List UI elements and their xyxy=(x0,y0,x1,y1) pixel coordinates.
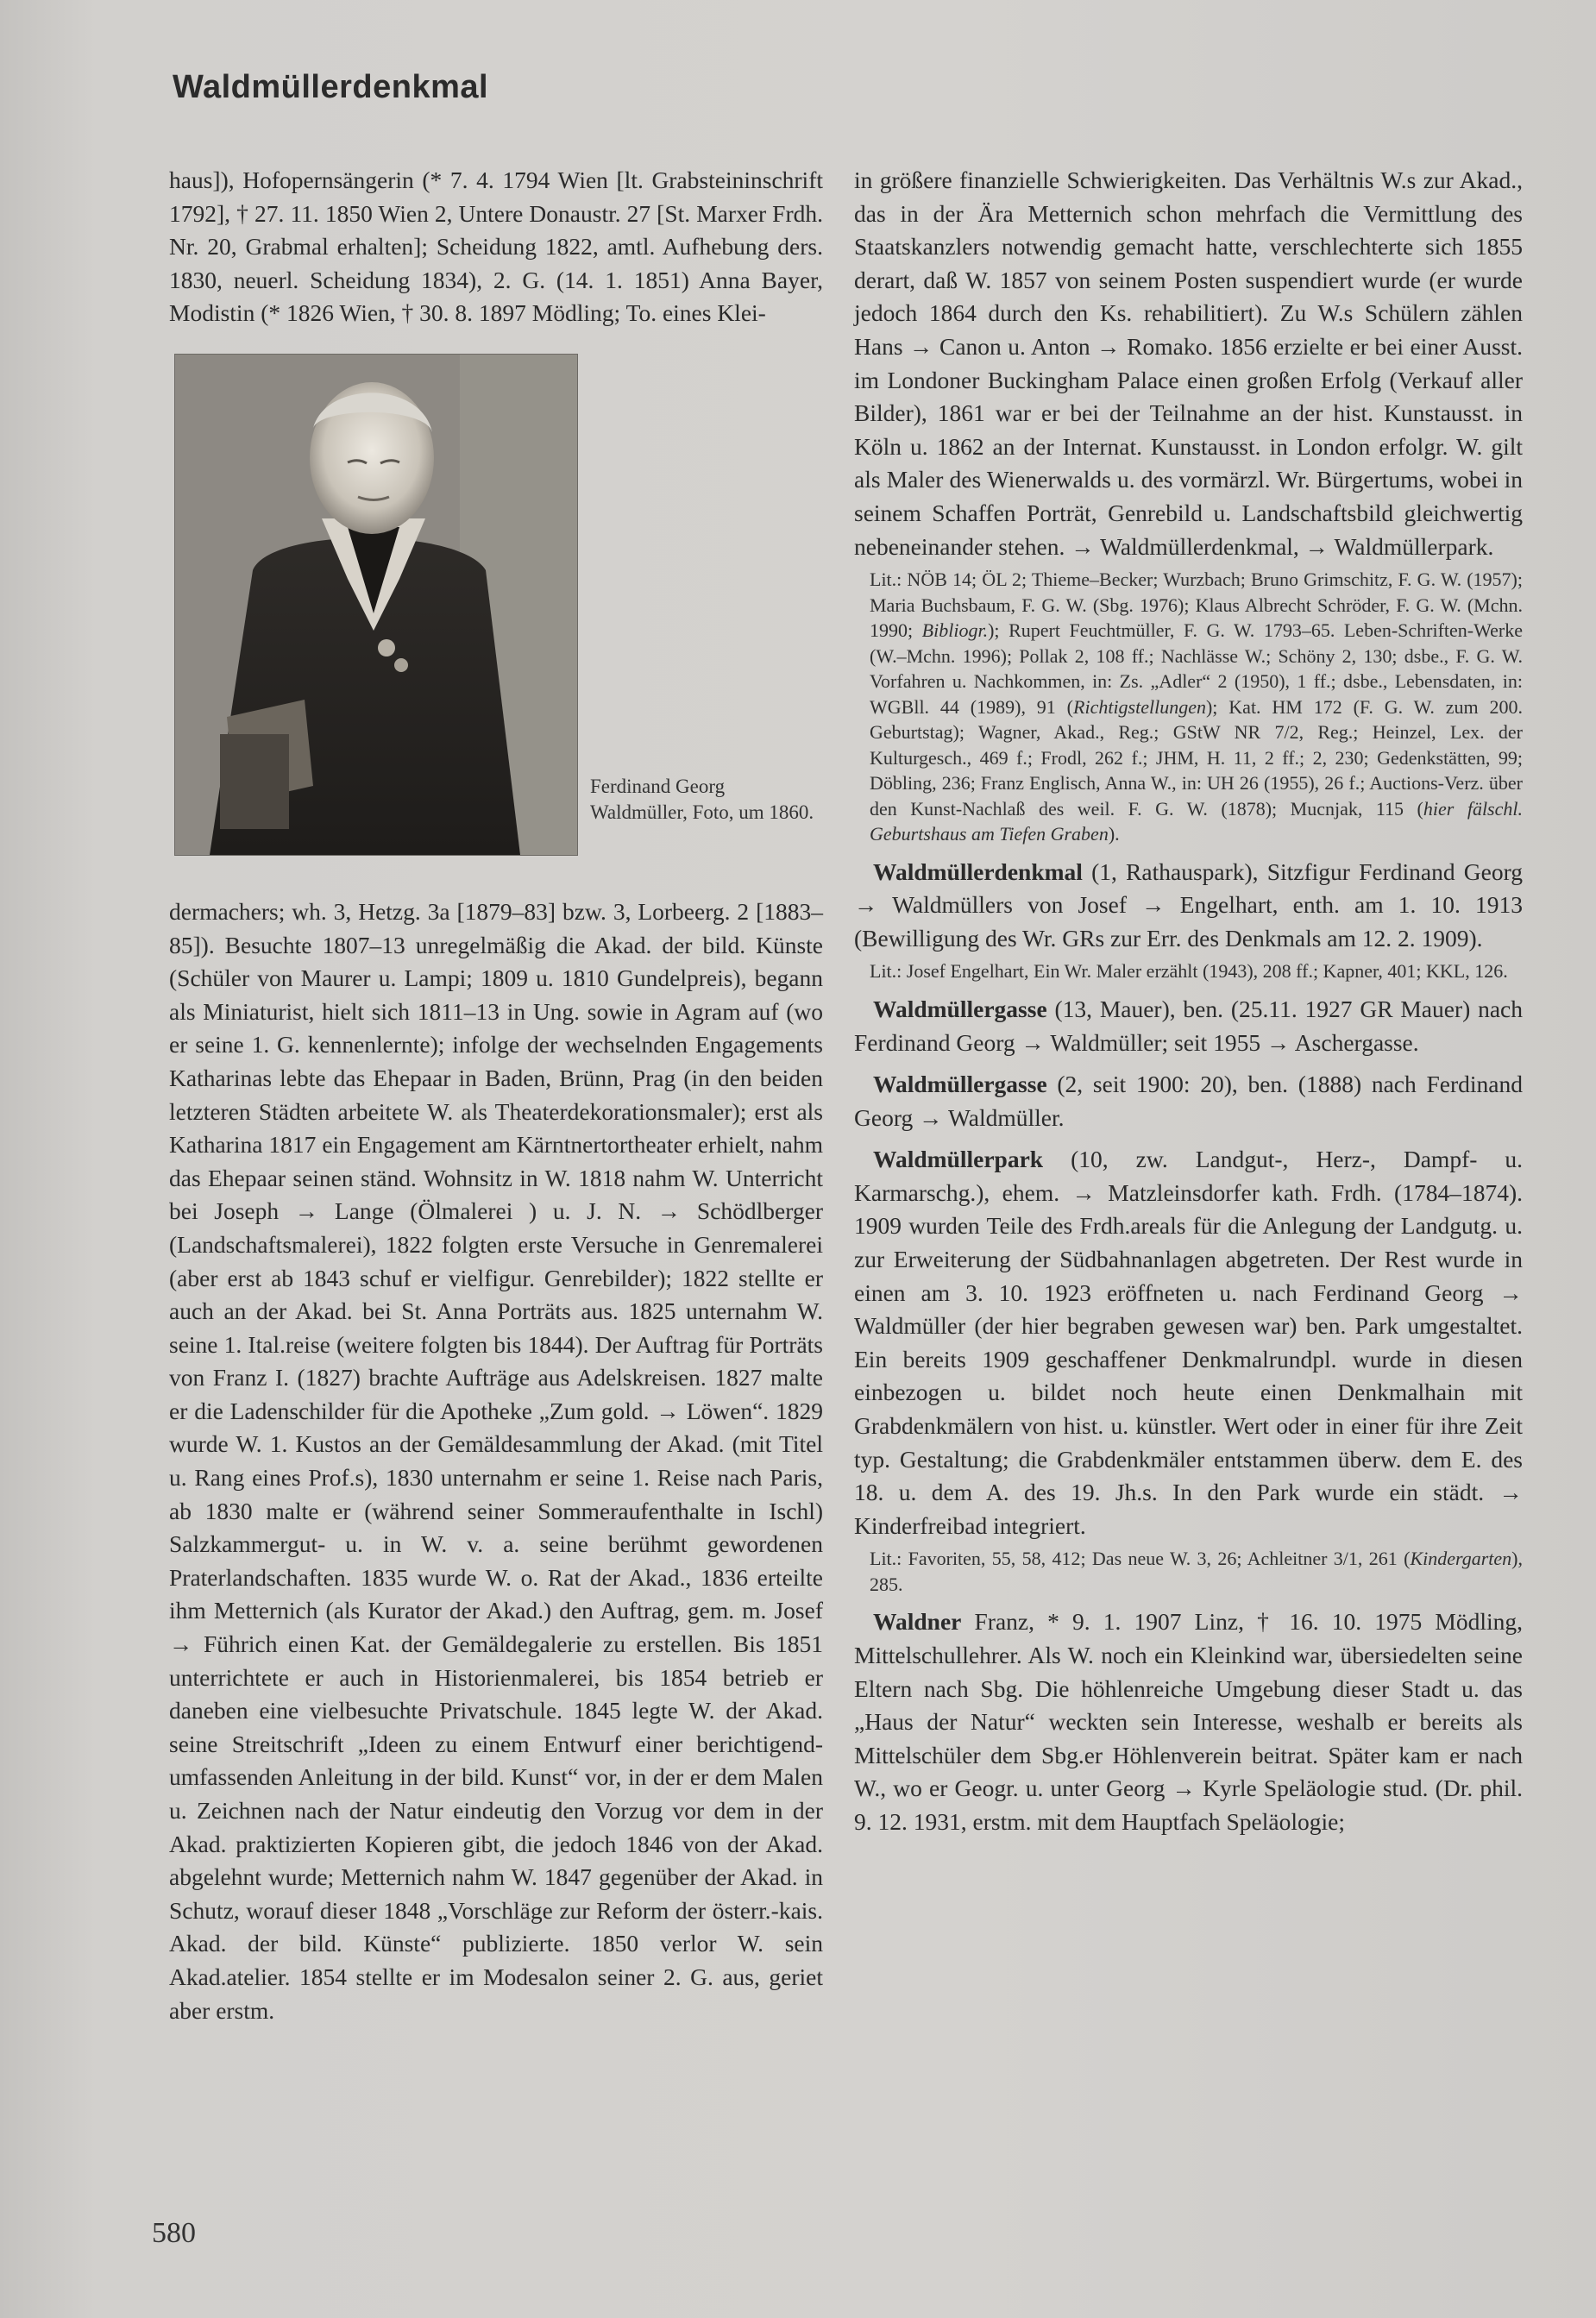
intro-paragraph: haus]), Hofopernsängerin (* 7. 4. 1794 Wien [lt. Grabsteininschrift 1792], † 27. 11. 1850 Wien 2, Untere Donaustr. 27 [St. Marxer Frdh. Nr. 20, Grabmal erhalten]; Scheidung 1822, amtl. Aufhebung ders. 1830, neuerl. Scheidung 1834), 2. G. (14. 1. 1851) Anna Bayer, Modistin (* 1826 Wien, † 30. 8. 1897 Mödling; To. eines Klei- xyxy=(169,166,823,327)
right-column xyxy=(854,164,1523,1839)
entry-text: (2, seit 1900: 20), ben. (1888) nach Ferdinand Georg → Waldmüller. xyxy=(854,1071,1523,1131)
entry-headword: Waldner xyxy=(873,1608,962,1636)
page-number: 580 xyxy=(152,2217,196,2249)
portrait-photo xyxy=(174,354,578,856)
lit-italic: Richtigstellungen xyxy=(1073,695,1206,718)
entry-waldmuellerpark xyxy=(854,1143,1523,1542)
entry-waldmuellerdenkmal xyxy=(854,856,1523,956)
lit-text: ); Kat. HM 172 (F. G. W. zum 200. Geburtstag); Wagner, Akad., Reg.; GStW NR 7/2, Reg.; Heinzel, Lex. der Kulturgesch., 469 f.; Frodl, 262 f.; JHM, H. 11, 2 ff.; 2, 230; Gedenkstätten, 99; Döbling, 236; Franz Englisch, Anna W., in: UH 26 (1955), 26 f.; Auctions-Verz. über den Kunst-Nachlaß des weil. F. G. W. (1878); Mucnjak, 115 ( xyxy=(870,695,1523,820)
entry-text: (1, Rathauspark), Sitzfigur Ferdinand Georg → Waldmüllers von Josef → Engelhart, enth. am 1. 10. 1913 (Bewilligung des Wr. GRs zur Err. des Denkmals am 12. 2. 1909). xyxy=(854,857,1523,952)
portrait-illustration xyxy=(175,355,577,855)
lit-italic: Bibliogr. xyxy=(921,619,989,642)
entry-text: (10, zw. Landgut-, Herz-, Dampf- u. Karmarschg.), ehem. → Matzleinsdorfer kath. Frdh. (1784–1874). 1909 wurden Teile des Frdh.areals für die Anlegung der Landgutg. u. zur Erweiterung der Südbahnanlagen abgetreten. Der Rest wurde in einen am 3. 10. 1923 eröffneten u. nach Ferdinand Georg → Waldmüller (der hier begraben gewesen war) ben. Park umgestaltet. Ein bereits 1909 geschaffener Denkmalrundpl. wurde in diesen einbezogen u. bildet noch heute einen Denkmalhain mit Grabdenkmälern von hist. u. künstler. Wert oder in einer für ihre Zeit typ. Gestaltung; die Grabdenkmäler entstammen überw. dem E. des 18. u. dem A. des 19. Jh.s. In den Park wurde ein städt. → Kinderfreibad integriert. xyxy=(854,1146,1523,1539)
entry-waldmuellergasse-13 xyxy=(854,993,1523,1059)
left-column xyxy=(169,164,823,2027)
literature-block: Lit.: Josef Engelhart, Ein Wr. Maler erzählt (1943), 208 ff.; Kapner, 401; KKL, 126. xyxy=(870,960,1508,983)
literature-block xyxy=(870,1546,1523,1597)
lit-italic: Kindergarten xyxy=(1410,1548,1512,1570)
literature-block xyxy=(870,567,1523,847)
figure-caption: Ferdinand Georg Waldmüller, Foto, um 1860. xyxy=(590,775,814,823)
entry-headword: Waldmüllergasse xyxy=(873,995,1047,1022)
portrait-figure xyxy=(169,354,823,876)
lit-italic: hier fälschl. Geburtshaus am Tiefen Graben xyxy=(870,797,1523,845)
entry-headword: Waldmüllerdenkmal xyxy=(873,857,1083,885)
entry-headword: Waldmüllergasse xyxy=(873,1071,1047,1098)
entry-text: Franz, * 9. 1. 1907 Linz, † 16. 10. 1975 Mödling, Mittelschullehrer. Als W. noch ein Kleinkind war, übersiedelten seine Eltern nach Sbg. Die höhlenreiche Umgebung dieser Stadt u. das „Haus der Natur“ weckten sein Interesse, weshalb er bereits als Mittelschüler dem Sbg.er Höhlenverein beitrat. Später kam er nach W., wo er Geogr. u. unter Georg → Kyrle Speläologie stud. (Dr. phil. 9. 12. 1931, erstm. mit dem Hauptfach Speläologie; xyxy=(854,1608,1523,1835)
lit-text: ); Rupert Feuchtmüller, F. G. W. 1793–65. Leben-Schriften-Werke (W.–Mchn. 1996); Pollak 2, 108 ff.; Nachlässe W.; Schöny 2, 130; dsbe., F. G. W. Vorfahren u. Nachkommen, in: Zs. „Adler“ 2 (1950), 1 ff.; dsbe., Lebensdaten, in: WGBll. 44 (1989), 91 ( xyxy=(870,619,1523,718)
entry-waldner xyxy=(854,1605,1523,1838)
running-head: Waldmüllerdenkmal xyxy=(173,69,489,105)
lit-text: ). xyxy=(1108,823,1120,845)
lit-text: Lit.: Favoriten, 55, 58, 412; Das neue W. 3, 26; Achleitner 3/1, 261 ( xyxy=(870,1548,1411,1570)
continuation-paragraph: in größere finanzielle Schwierigkeiten. Das Verhältnis W.s zur Akad., das in der Ära Metternich schon mehrfach die Vermittlung des Staatskanzlers notwendig gemacht hatte, verschlechterte sich 1855 derart, daß W. 1857 von seinem Posten suspendiert wurde (er wurde jedoch 1864 durch den Ks. rehabilitiert). Zu W.s Schülern zählen Hans → Canon u. Anton → Romako. 1856 erzielte er bei einer Ausst. im Londoner Buckingham Palace einen großen Erfolg (Verkauf aller Bilder), 1861 war er bei der Teilnahme an der hist. Kunstausst. in Köln u. 1862 an der Internat. Kunstausst. in London erfolgr. W. gilt als Maler des Wienerwalds u. des vormärzl. Wr. Bürgertums, wobei in seinem Schaffen Porträt, Genrebild u. Landschaftsbild gleichwertig nebeneinander stehen. → Waldmüllerdenkmal, → Waldmüllerpark. xyxy=(854,166,1523,560)
entry-text: (13, Mauer), ben. (25.11. 1927 GR Mauer) nach Ferdinand Georg → Waldmüller; seit 1955 → Aschergasse. xyxy=(854,995,1523,1056)
entry-headword: Waldmüllerpark xyxy=(873,1146,1044,1173)
main-paragraph: dermachers; wh. 3, Hetzg. 3a [1879–83] bzw. 3, Lorbeerg. 2 [1883–85]). Besuchte 1807–13 unregelmäßig die Akad. der bild. Künste (Schüler von Maurer u. Lampi; 1809 u. 1810 Gundelpreis), begann als Miniaturist, hielt sich 1811–13 in Ung. sowie in Agram auf (wo er seine 1. G. kennenlernte); infolge der wechselnden Engagements Katharinas lebte das Ehepaar in Baden, Brünn, Prag (in den beiden letzteren Städten arbeitete W. als Theaterdekorationsmaler); erst als Katharina 1817 ein Engagement am Kärntnertortheater erhielt, nahm das Ehepaar seinen ständ. Wohnsitz in W. 1818 nahm W. Unterricht bei Joseph → Lange (Ölmalerei ) u. J. N. → Schödlberger (Landschaftsmalerei), 1822 folgten erste Versuche in Genremalerei (aber erst ab 1843 schuf er vielfigur. Genrebilder); 1822 stellte er auch an der Akad. bei St. Anna Porträts aus. 1825 unternahm W. seine 1. Ital.reise (weitere folgten bis 1844). Der Auftrag für Porträts von Franz I. (1827) brachte Aufträge aus Adelskreisen. 1827 malte er die Ladenschilder für die Apotheke „Zum gold. → Löwen“. 1829 wurde W. 1. Kustos an der Gemäldesammlung der Akad. (mit Titel u. Rang eines Prof.s), 1830 unternahm er seine 1. Reise nach Paris, ab 1830 malte er (während seiner Sommeraufenthalte in Ischl) Salzkammergut- u. in W. v. a. seine berühmt gewordenen Praterlandschaften. 1835 wurde W. o. Rat der Akad., 1836 erteilte ihm Metternich (als Kurator der Akad.) den Auftrag, gem. m. Josef → Führich einen Kat. der Gemäldegalerie zu erstellen. Bis 1851 unterrichtete er auch in Historienmalerei, bis 1854 betrieb er daneben eine vielbesuchte Privatschule. 1845 legte W. der Akad. seine Streitschrift „Ideen zu einem Entwurf einer berichtigend-umfassenden Anleitung in der bild. Kunst“ vor, in der er dem Malen u. Zeichnen nach der Natur eindeutig den Vorzug vor dem in der Akad. praktizierten Kopieren gibt, die jedoch 1846 von der Akad. abgelehnt wurde; Metternich nahm W. 1847 gegenüber der Akad. in Schutz, worauf dieser 1848 „Vorschläge zur Reform der österr.-kais. Akad. der bild. Künste“ publizierte. 1850 verlor W. sein Akad.atelier. 1854 stellte er im Modesalon seiner 2. G. aus, geriet aber erstm. xyxy=(169,897,823,2024)
lit-text: ), 285. xyxy=(870,1548,1523,1595)
entry-waldmuellergasse-2 xyxy=(854,1068,1523,1134)
lit-text: Lit.: NÖB 14; ÖL 2; Thieme–Becker; Wurzbach; Bruno Grimschitz, F. G. W. (1957); Maria Buchsbaum, F. G. W. (Sbg. 1976); Klaus Albrecht Schröder, F. G. W. (Mchn. 1990; xyxy=(870,569,1523,642)
